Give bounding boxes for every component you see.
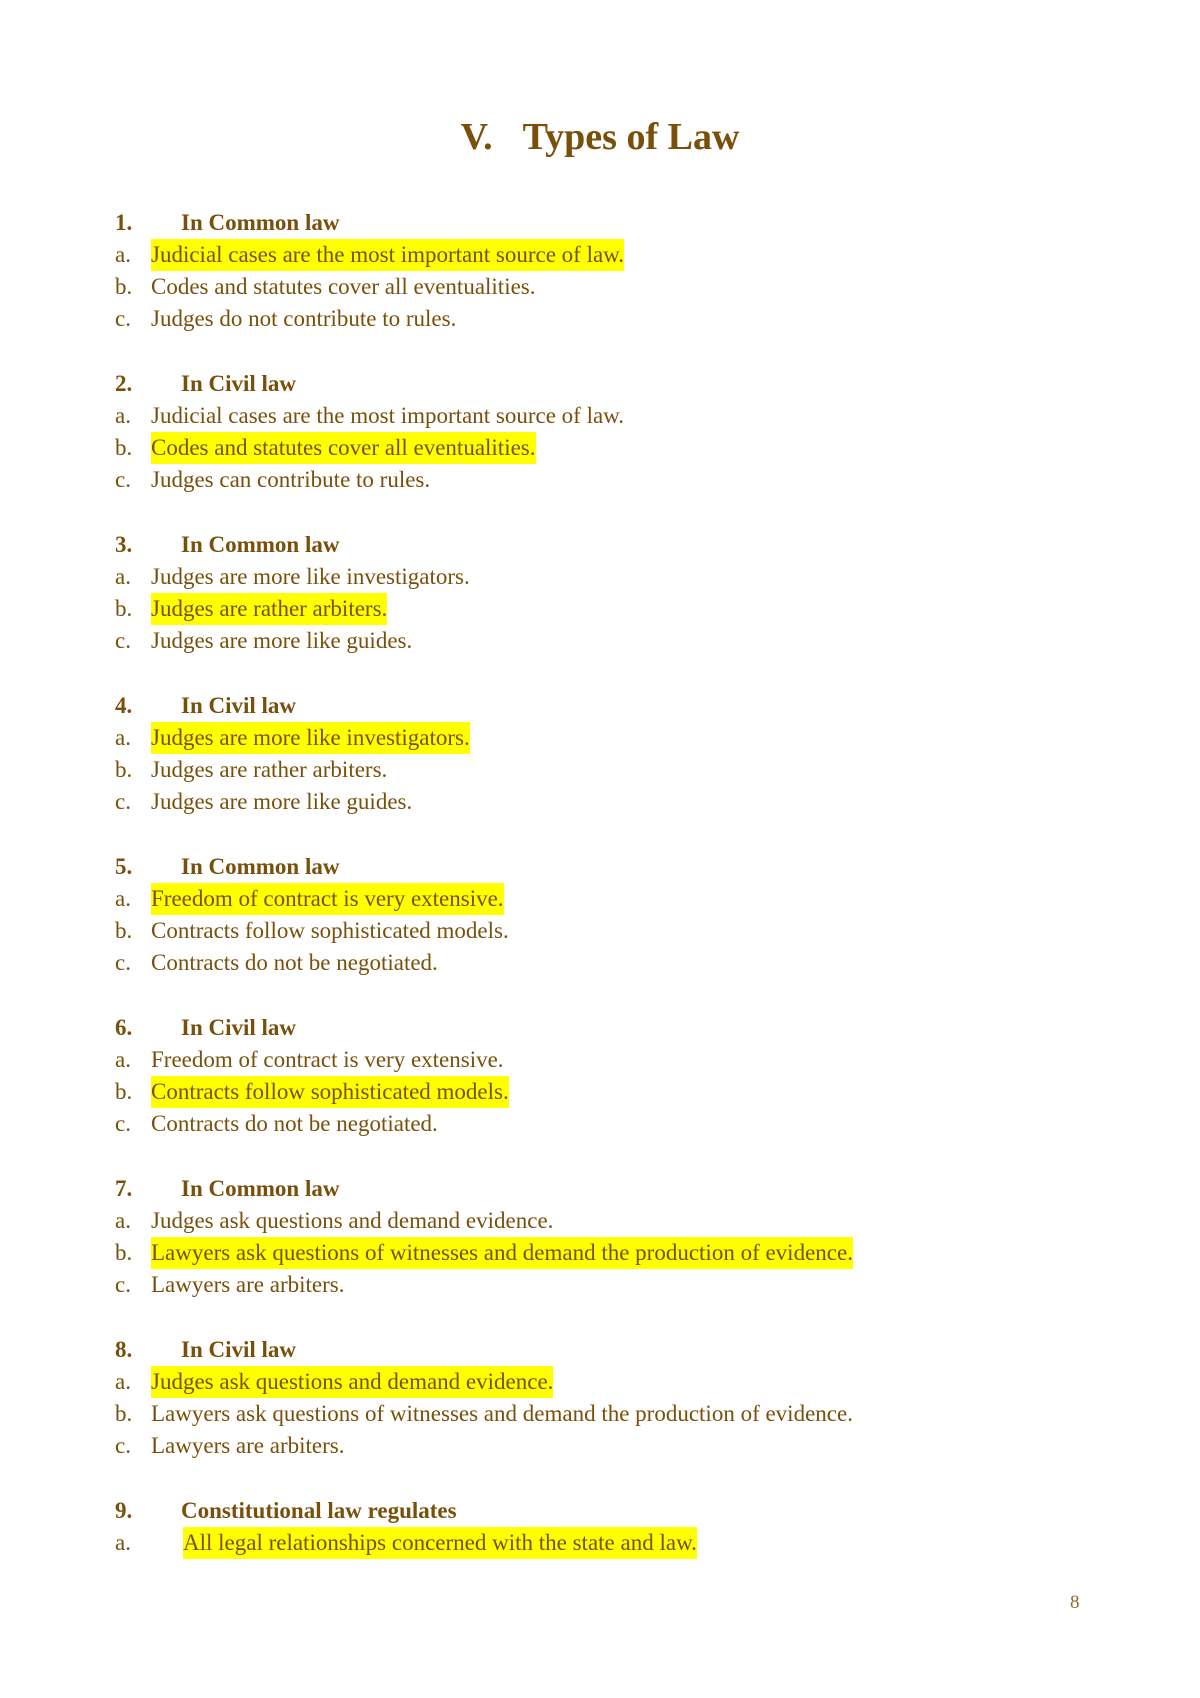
option-letter: b. [115, 435, 133, 460]
question-heading [115, 851, 1115, 883]
option-letter: c. [115, 950, 131, 975]
highlighted-answer-text: Codes and statutes cover all eventualities. [151, 432, 536, 464]
page-number: 8 [1070, 1592, 1080, 1613]
highlighted-answer-text: Judges are more like investigators. [151, 722, 470, 754]
question-number: 6. [115, 1015, 133, 1040]
question-number: 5. [115, 854, 133, 879]
option-text: Judges are more like guides. [151, 789, 413, 814]
answer-option [115, 1527, 1115, 1559]
question-heading-text: In Civil law [181, 1337, 297, 1362]
option-letter: a. [115, 886, 131, 911]
answer-option [115, 303, 1115, 335]
question-heading-text: In Common law [181, 1176, 340, 1201]
question-number: 1. [115, 210, 133, 235]
highlighted-answer-text: Judges ask questions and demand evidence. [151, 1366, 553, 1398]
answer-option [115, 1269, 1115, 1301]
highlighted-answer-text: Judicial cases are the most important source of law. [151, 239, 624, 271]
question-heading-text: In Common law [181, 854, 340, 879]
option-text: Contracts do not be negotiated. [151, 950, 438, 975]
option-letter: a. [115, 564, 131, 589]
question-heading-text: In Common law [181, 532, 340, 557]
page-title [0, 112, 1200, 162]
question-heading [115, 1012, 1115, 1044]
answer-option [115, 239, 1115, 271]
option-letter: c. [115, 1272, 131, 1297]
answer-option [115, 625, 1115, 657]
answer-option [115, 722, 1115, 754]
option-letter: b. [115, 274, 133, 299]
highlighted-answer-text: All legal relationships concerned with the state and law. [183, 1527, 697, 1559]
option-letter: a. [115, 1530, 131, 1555]
highlighted-answer-text: Freedom of contract is very extensive. [151, 883, 504, 915]
question-number: 2. [115, 371, 133, 396]
question-heading [115, 1173, 1115, 1205]
option-letter: c. [115, 628, 131, 653]
question-item [115, 690, 1115, 818]
option-text: Judges are more like guides. [151, 628, 413, 653]
option-letter: b. [115, 1401, 133, 1426]
question-item [115, 207, 1115, 335]
question-heading [115, 690, 1115, 722]
option-text: Judges are more like investigators. [151, 564, 470, 589]
question-heading [115, 529, 1115, 561]
option-text: Judges do not contribute to rules. [151, 306, 457, 331]
answer-option [115, 1044, 1115, 1076]
option-letter: b. [115, 757, 133, 782]
option-letter: b. [115, 596, 133, 621]
option-text: Contracts do not be negotiated. [151, 1111, 438, 1136]
question-item [115, 1173, 1115, 1301]
question-number: 4. [115, 693, 133, 718]
answer-option [115, 561, 1115, 593]
option-text: Judges are rather arbiters. [151, 757, 388, 782]
section-title: Types of Law [522, 116, 740, 158]
answer-option [115, 271, 1115, 303]
answer-option [115, 1108, 1115, 1140]
option-text: Judges ask questions and demand evidence. [151, 1208, 554, 1233]
section-number: V. [460, 116, 493, 158]
answer-option [115, 947, 1115, 979]
option-letter: b. [115, 1079, 133, 1104]
answer-option [115, 883, 1115, 915]
question-heading [115, 368, 1115, 400]
question-heading [115, 1495, 1115, 1527]
answer-option [115, 754, 1115, 786]
highlighted-answer-text: Judges are rather arbiters. [151, 593, 387, 625]
option-letter: a. [115, 403, 131, 428]
answer-option [115, 786, 1115, 818]
option-letter: a. [115, 1208, 131, 1233]
answer-option [115, 1430, 1115, 1462]
question-item [115, 1495, 1115, 1559]
answer-option [115, 915, 1115, 947]
answer-option [115, 1366, 1115, 1398]
answer-option [115, 1076, 1115, 1108]
answer-option [115, 464, 1115, 496]
option-letter: c. [115, 1111, 131, 1136]
option-letter: c. [115, 467, 131, 492]
answer-option [115, 432, 1115, 464]
question-number: 8. [115, 1337, 133, 1362]
option-letter: b. [115, 1240, 133, 1265]
question-heading-text: Constitutional law regulates [181, 1498, 457, 1523]
question-heading-text: In Civil law [181, 1015, 297, 1040]
question-item [115, 1012, 1115, 1140]
option-letter: b. [115, 918, 133, 943]
question-item [115, 1334, 1115, 1462]
option-text: Contracts follow sophisticated models. [151, 918, 509, 943]
option-letter: a. [115, 1369, 131, 1394]
option-text: Freedom of contract is very extensive. [151, 1047, 504, 1072]
option-text: Lawyers are arbiters. [151, 1433, 345, 1458]
question-number: 7. [115, 1176, 133, 1201]
option-letter: c. [115, 306, 131, 331]
highlighted-answer-text: Contracts follow sophisticated models. [151, 1076, 509, 1108]
question-item [115, 529, 1115, 657]
option-letter: c. [115, 789, 131, 814]
option-text: Codes and statutes cover all eventualities. [151, 274, 536, 299]
question-number: 9. [115, 1498, 133, 1523]
question-heading [115, 1334, 1115, 1366]
question-heading-text: In Civil law [181, 371, 297, 396]
answer-option [115, 1398, 1115, 1430]
option-text: Lawyers are arbiters. [151, 1272, 345, 1297]
answer-option [115, 1237, 1115, 1269]
option-letter: c. [115, 1433, 131, 1458]
option-letter: a. [115, 725, 131, 750]
option-text: Judicial cases are the most important source of law. [151, 403, 625, 428]
option-letter: a. [115, 242, 131, 267]
option-text: Lawyers ask questions of witnesses and demand the production of evidence. [151, 1401, 853, 1426]
answer-option [115, 400, 1115, 432]
question-heading-text: In Common law [181, 210, 340, 235]
question-item [115, 368, 1115, 496]
option-text: Judges can contribute to rules. [151, 467, 431, 492]
question-list [115, 207, 1115, 1592]
answer-option [115, 1205, 1115, 1237]
question-heading-text: In Civil law [181, 693, 297, 718]
question-item [115, 851, 1115, 979]
question-heading [115, 207, 1115, 239]
option-letter: a. [115, 1047, 131, 1072]
highlighted-answer-text: Lawyers ask questions of witnesses and demand the production of evidence. [151, 1237, 853, 1269]
answer-option [115, 593, 1115, 625]
question-number: 3. [115, 532, 133, 557]
